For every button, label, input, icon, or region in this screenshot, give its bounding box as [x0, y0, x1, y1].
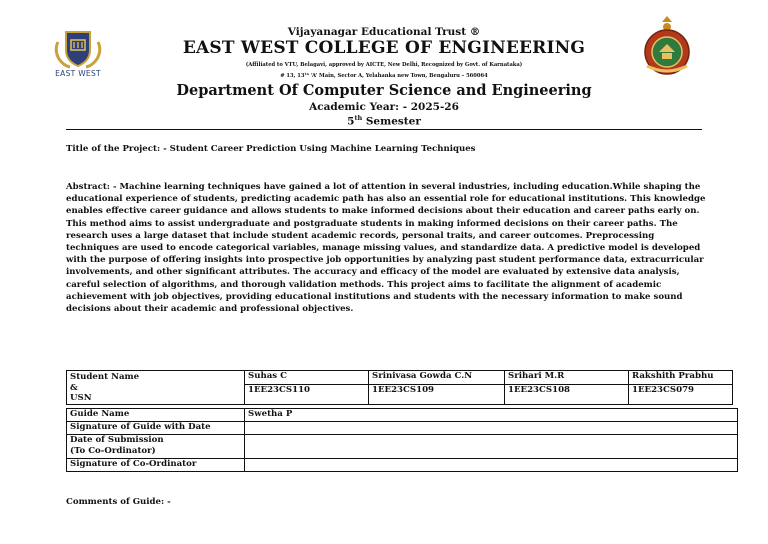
- student-table: [66, 370, 733, 405]
- abstract-text: Abstract: - Machine learning techniques have gained a lot of attention in several industries, including education.While shaping the educational experience of students, predicting academic path has also an essential role for educational institutions. This knowledge enables effective career guidance and allows students to make informed decisions about their education and career paths early on. This method aims to assist undergraduate and postgraduate students in making informed decisions on their career paths. The research uses a large dataset that include student academic records, personal traits, and career outcomes. Preprocessing techniques are used to encode categorical variables, manage missing values, and standardize data. A predictive model is developed with the purpose of offering insights into prospective job opportunities by analyzing past student performance data, extracurricular involvements, and other significant attributes. The accuracy and efficacy of the model are evaluated by extensive data analysis, careful selection of algorithms, and thorough validation methods. This project aims to facilitate the alignment of academic achievement with job objectives, providing educational institutions and students with the necessary information to make sound decisions about their academic and professional objectives.: [66, 182, 706, 315]
- guide-row: [67, 409, 738, 422]
- academic-year: Academic Year: - 2025-26: [309, 101, 459, 113]
- student-name-label: Student Name: [70, 372, 140, 382]
- project-title: Title of the Project: - Student Career Prediction Using Machine Learning Techniques: [66, 144, 476, 154]
- coordinator-signature-label: Signature of Co-Ordinator: [67, 459, 245, 472]
- submission-date-field: [245, 435, 738, 459]
- student-name-2: Srinivasa Gowda C.N: [369, 371, 505, 385]
- college-name: EAST WEST COLLEGE OF ENGINEERING: [182, 38, 586, 58]
- header-divider: [66, 129, 702, 130]
- coordinator-signature-field: [245, 459, 738, 472]
- guide-comments-label: Comments of Guide: -: [66, 497, 171, 507]
- usn-label: USN: [70, 393, 92, 403]
- department-name: Department Of Computer Science and Engineering: [176, 82, 592, 99]
- student-name-1: Suhas C: [245, 371, 369, 385]
- student-name-row: [67, 371, 733, 385]
- guide-signature-field: [245, 422, 738, 435]
- semester-suffix: th: [354, 114, 363, 122]
- guide-table: [66, 408, 738, 472]
- student-usn-1: 1EE23CS110: [245, 385, 369, 405]
- semester-word: Semester: [365, 115, 421, 128]
- semester-number: 5: [347, 115, 355, 128]
- coordinator-signature-row: [67, 459, 738, 472]
- affiliation-line: (Affiliated to VTU, Belagavi, approved by AICTE, New Delhi, Recognized by Govt. of Karnataka): [245, 62, 523, 68]
- student-label-cell: [67, 371, 245, 405]
- submission-date-label-line2: (To Co-Ordinator): [70, 446, 156, 456]
- student-usn-3: 1EE23CS108: [505, 385, 629, 405]
- ampersand-label: &: [70, 382, 78, 393]
- address-line: # 13, 13ᵗʰ ‘A’ Main, Sector A, Yelahanka new Town, Bengaluru – 560064: [280, 73, 488, 79]
- guide-name-value: Swetha P: [245, 409, 738, 422]
- trust-name: Vijayanagar Educational Trust ®: [287, 26, 481, 38]
- semester: [0, 114, 768, 128]
- submission-date-row: [67, 435, 738, 459]
- student-name-3: Srihari M.R: [505, 371, 629, 385]
- student-name-4: Rakshith Prabhu: [629, 371, 733, 385]
- student-usn-2: 1EE23CS109: [369, 385, 505, 405]
- submission-date-label-line1: Date of Submission: [70, 435, 164, 445]
- guide-signature-label: Signature of Guide with Date: [67, 422, 245, 435]
- guide-signature-row: [67, 422, 738, 435]
- submission-date-label: [67, 435, 245, 459]
- logo-caption: EAST WEST: [55, 69, 101, 78]
- student-usn-4: 1EE23CS079: [629, 385, 733, 405]
- guide-name-label: Guide Name: [67, 409, 245, 422]
